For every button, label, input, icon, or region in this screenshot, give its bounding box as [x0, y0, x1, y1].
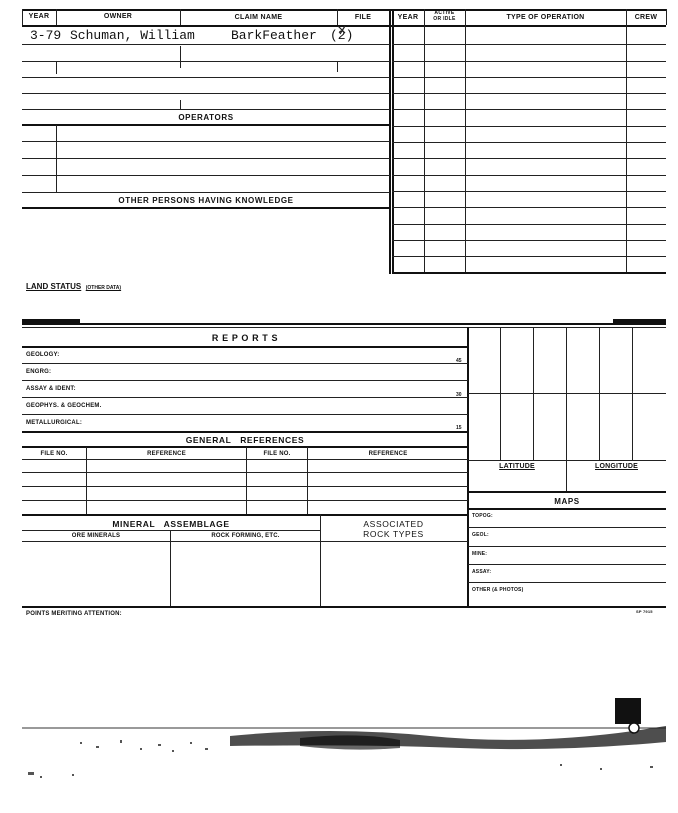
maps-mine: MINE:	[472, 551, 488, 557]
land-status-note: (OTHER DATA)	[85, 285, 122, 291]
maps-geol: GEOL:	[472, 532, 489, 538]
col-header-year: YEAR	[28, 13, 50, 20]
maps-topog: TOPOG:	[472, 513, 493, 519]
report-assay-num: 30	[456, 392, 462, 398]
entry-file: (2)	[330, 28, 354, 43]
report-metallurgical-num: 15	[456, 425, 462, 431]
operators-heading: OPERATORS	[178, 113, 234, 122]
ref-col-file2: FILE NO.	[263, 451, 291, 457]
pen-mark-icon	[337, 22, 347, 32]
col-header-file: FILE	[354, 14, 372, 21]
col-header-type-of-operation: TYPE OF OPERATION	[506, 14, 585, 21]
ore-minerals-label: ORE MINERALS	[71, 533, 121, 539]
scan-noise-graphic	[0, 690, 678, 808]
report-engrg: ENGRG:	[26, 369, 52, 375]
col-header-year-right: YEAR	[397, 14, 419, 21]
rock-types-label: ROCK TYPES	[363, 529, 424, 539]
rock-forming-label: ROCK FORMING, ETC.	[211, 533, 280, 539]
general-references-heading: GENERAL REFERENCES	[185, 435, 305, 445]
maps-other: OTHER (& PHOTOS)	[472, 587, 524, 593]
longitude-label: LONGITUDE	[594, 463, 639, 470]
col-header-owner: OWNER	[103, 13, 133, 20]
or-idle-label: OR IDLE	[433, 16, 456, 22]
ref-col-file1: FILE NO.	[40, 451, 68, 457]
entry-year: 3-79	[30, 28, 62, 43]
reports-heading: R E P O R T S	[211, 333, 279, 343]
land-status-label	[26, 276, 121, 294]
mineral-assemblage-heading: MINERAL ASSEMBLAGE	[112, 519, 230, 529]
maps-heading: MAPS	[554, 497, 580, 506]
entry-claim-name: BarkFeather	[231, 28, 317, 43]
associated-rock-types-heading	[320, 519, 467, 539]
maps-assay: ASSAY:	[472, 569, 492, 575]
col-header-crew: CREW	[634, 14, 658, 21]
report-geophys: GEOPHYS. & GEOCHEM.	[26, 403, 102, 409]
other-persons-heading: OTHER PERSONS HAVING KNOWLEDGE	[118, 196, 294, 205]
active-label: ACTIVE	[434, 10, 455, 16]
report-geology-num: 45	[456, 358, 462, 364]
report-geology: GEOLOGY:	[26, 352, 60, 358]
entry-owner: Schuman, William	[70, 28, 195, 43]
form-number: SP 7915	[636, 609, 653, 614]
ref-col-ref2: REFERENCE	[368, 451, 408, 457]
ref-col-ref1: REFERENCE	[147, 451, 186, 457]
scan-artifact-band	[0, 690, 678, 808]
col-header-active-idle	[424, 10, 465, 22]
col-header-claim-name: CLAIM NAME	[234, 14, 283, 21]
report-assay: ASSAY & IDENT:	[26, 386, 76, 392]
associated-label: ASSOCIATED	[363, 519, 424, 529]
points-meriting-attention: POINTS MERITING ATTENTION:	[26, 611, 122, 617]
land-status-title: LAND STATUS	[26, 282, 82, 291]
latitude-label: LATITUDE	[499, 463, 535, 470]
report-metallurgical: METALLURGICAL:	[26, 420, 83, 426]
